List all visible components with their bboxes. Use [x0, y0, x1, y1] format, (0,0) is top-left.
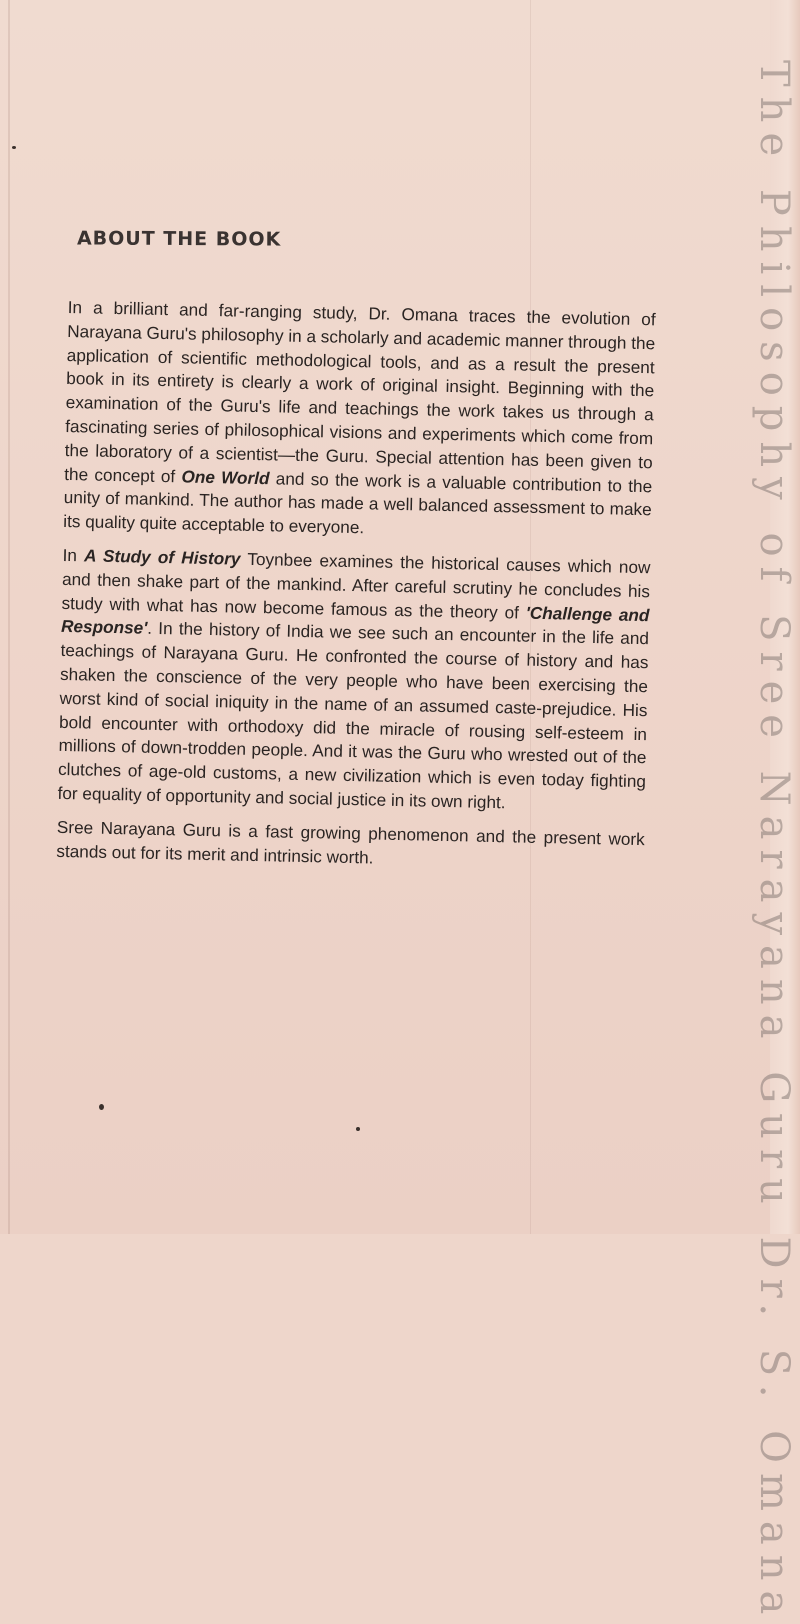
p2-text-b: Toynbee examines the historical causes which now and then shake part of the mankind. After careful scrutiny he concludes his study with what has now become famous as the theory of — [61, 548, 651, 623]
p1-text-a: In a brilliant and far-ranging study, Dr. Omana traces the evolution of Narayana Guru's philosophy in a scholarly and academic manner through the application of scientific methodological tools, and as a result the present book in its entirety is clearly a work of original insight. Beginning with the examination of the Guru's life and teachings the work takes us through a fascinating series of philosophical visions and experiments which come from the laboratory of a scientist—the Guru. Special attention has been given to the concept of — [64, 296, 656, 486]
p2-text-c: . In the history of India we see such an encounter in the life and teachings of Narayana Guru. He confronted the course of history and has shaken the conscience of the very people who have been exercising the worst kind of social iniquity in the name of an assumed caste-prejudice. His bold encounter with orthodoxy did the miracle of rousing self-esteem in millions of down-trodden people. And it was the Guru who wrested out of the clutches of age-old customs, a new civilization which is even today fighting for equality of opportunity and social justice in its own right. — [57, 618, 650, 813]
paragraph-1 — [63, 296, 656, 546]
speck-3 — [12, 146, 16, 149]
spine-title: The Philosophy of Sree Narayana Guru Dr. S. Omana — [751, 60, 797, 1624]
speck-1 — [99, 1104, 104, 1110]
p2-italic-1: A Study of History — [83, 545, 241, 569]
p2-italic-2: 'Challenge and Response' — [60, 602, 650, 639]
paragraph-2 — [57, 544, 650, 818]
speck-2 — [356, 1127, 360, 1131]
p1-italic: One World — [181, 465, 270, 488]
section-heading: ABOUT THE BOOK — [76, 227, 282, 251]
paragraph-3: Sree Narayana Guru is a fast growing phenomenon and the present work stands out for its merit and intrinsic worth. — [56, 816, 645, 868]
p1-text-b: and so the work is a valuable contribution to the unity of mankind. The author has made a well balanced assessment to make its quality quite acceptable to everyone. — [63, 467, 653, 538]
left-crease — [8, 0, 10, 1234]
book-description — [56, 296, 656, 886]
p2-text-a: In — [62, 544, 85, 566]
